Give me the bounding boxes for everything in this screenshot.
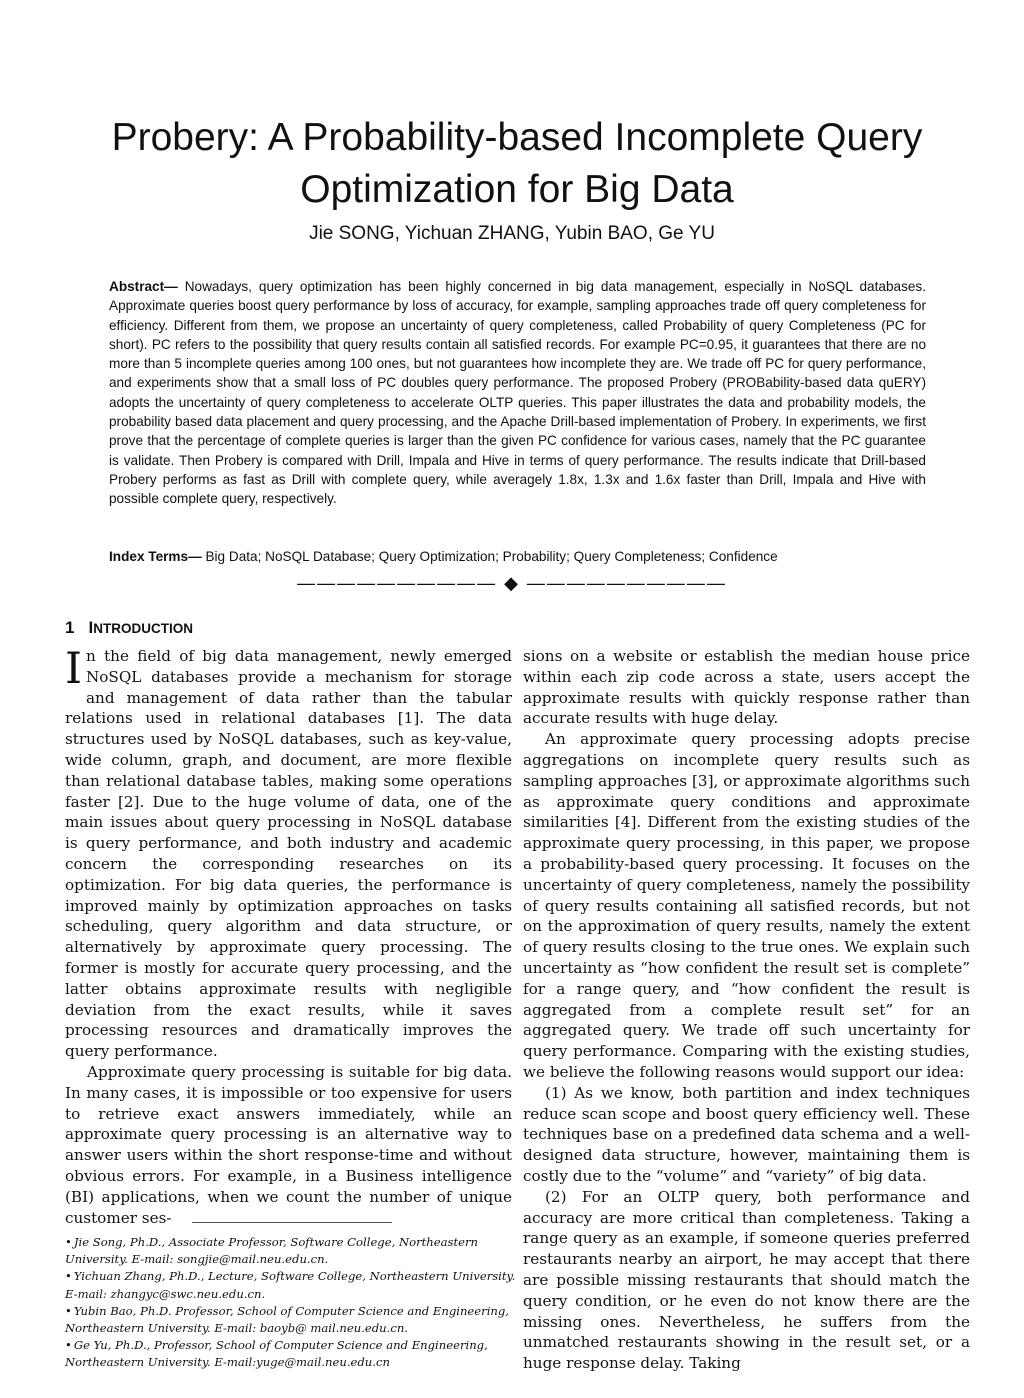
section-heading bbox=[65, 617, 193, 640]
paragraph-text: n the field of big data management, newly emerged NoSQL databases provide a mechanism for storage and management of data rather than the tabular relations used in relational databases [1]. The data structures used by NoSQL databases, such as key-value, wide column, graph, and document, are more flexible than relational database tables, making some operations faster [2]. Due to the huge volume of data, one of the main issues about query processing in NoSQL database is query performance, and both industry and academic concern the corresponding researches on its optimization. For big data queries, the performance is improved mainly by optimization approaches on tasks scheduling, query algorithm and data structure, or alternatively by approximate query processing. The former is mostly for accurate query processing, and the latter obtains approximate results with negligible deviation from the exact results, while it saves processing resources and dramatically improves the query performance. bbox=[65, 647, 512, 1061]
footnote bbox=[65, 1234, 517, 1268]
paragraph: (2) For an OLTP query, both performance and accuracy are more critical than completeness. Taking a range query as an example, if someone queries preferred restaurants nearby an airport, he may accept that there are possible missing restaurants that should match the query condition, or he even do not know there are the missing ones. Nevertheless, he suffers from the unmatched restaurants showing in the result set, or a huge response delay. Taking bbox=[523, 1187, 970, 1373]
paragraph: sions on a website or establish the median house price within each zip code across a state, users accept the approximate results with quickly response rather than accurate results with huge delay. bbox=[523, 647, 970, 728]
right-column bbox=[523, 646, 970, 1374]
index-terms-label: Index Terms— bbox=[109, 549, 202, 564]
paragraph: (1) As we know, both partition and index techniques reduce scan scope and boost query efficiency well. These techniques base on a predefined data schema and a well-designed data structure, however, maintaining them is costly due to the “volume” and “variety” of big data. bbox=[523, 1083, 970, 1185]
left-column bbox=[65, 646, 512, 1228]
paragraph: Approximate query processing is suitable for big data. In many cases, it is impossible or too expensive for users to retrieve exact answers immediately, while an approximate query processing is an alternative way to answer users within the short response-time and without obvious errors. For example, in a Business intelligence (BI) applications, when we count the number of unique customer ses- bbox=[65, 1062, 512, 1227]
abstract bbox=[109, 277, 926, 509]
bullet: • bbox=[65, 1338, 72, 1353]
index-terms bbox=[109, 547, 926, 566]
section-number: 1 bbox=[65, 618, 75, 637]
footnote-text: Yichuan Zhang, Ph.D., Lecture, Software College, Northeastern University. E-mail: zhangyc@swc.neu.edu.cn. bbox=[65, 1269, 516, 1301]
bullet: • bbox=[65, 1269, 72, 1284]
paragraph: An approximate query processing adopts precise aggregations on incomplete query results such as sampling approaches [3], or approximate algorithms such as approximate query conditions and approximate similarities [4]. Different from the existing studies of the approximate query processing, in this paper, we propose a probability-based query processing. It focuses on the uncertainty of query completeness, namely the possibility of query results containing all satisfied records, but not on the approximation of query results, namely the extent of query results closing to the true ones. We explain such uncertainty as “how confident the result set is complete” for a range query, and “how confident the result is aggregated from a complete result set” for an aggregated query. We trade off such uncertainty for query performance. Comparing with the existing studies, we believe the following reasons would support our idea: bbox=[523, 730, 970, 1081]
bullet: • bbox=[65, 1235, 72, 1249]
footnote-text: Jie Song, Ph.D., Associate Professor, Software College, Northeastern University. E-mail: songjie@mail.neu.edu.cn. bbox=[65, 1235, 479, 1267]
footnote-rule bbox=[192, 1222, 392, 1223]
abstract-label: Abstract— bbox=[109, 279, 178, 294]
abstract-text: Nowadays, query optimization has been highly concerned in big data management, especially in NoSQL databases. Approximate queries boost query performance by loss of accuracy, for example, sampling approaches trade off query completeness for efficiency. Different from them, we propose an uncertainty of query completeness, called Probability of query Completeness (PC for short). PC refers to the possibility that query results contain all satisfied records. For example PC=0.95, it guarantees that there are no more than 5 incomplete queries among 100 ones, but not guarantees how incomplete they are. We trade off PC for query performance, and experiments show that a small loss of PC doubles query performance. The proposed Probery (PROBability-based data quERY) adopts the uncertainty of query completeness to accelerate OLTP queries. This paper illustrates the data and probability models, the probability based data placement and query processing, and the Apache Drill-based implementation of Probery. In experiments, we first prove that the percentage of complete queries is larger than the given PC confidence for various cases, namely that the PC guarantee is validate. Then Probery is compared with Drill, Impala and Hive in terms of query performance. The results indicate that Drill-based Probery performs as fast as Drill with complete query, while averagely 1.8x, 1.3x and 1.6x faster than Drill, Impala and Hive with possible complete query, respectively. bbox=[109, 279, 926, 507]
section-title-rest: NTRODUCTION bbox=[93, 621, 193, 636]
section-divider: —————————— ◆ —————————— bbox=[297, 573, 727, 593]
paper-title: Probery: A Probability-based Incomplete Query Optimization for Big Data bbox=[111, 116, 923, 211]
footnote-text: Yubin Bao, Ph.D. Professor, School of Computer Science and Engineering, Northeastern University. E-mail: baoyb@ mail.neu.edu.cn. bbox=[65, 1303, 509, 1336]
author-list: Jie SONG, Yichuan ZHANG, Yubin BAO, Ge YU bbox=[309, 223, 715, 244]
footnote bbox=[65, 1303, 517, 1337]
footnote bbox=[65, 1337, 517, 1371]
footnotes bbox=[65, 1234, 517, 1372]
index-terms-text: Big Data; NoSQL Database; Query Optimization; Probability; Query Completeness; Confidence bbox=[201, 549, 778, 564]
section-title-cap: I bbox=[88, 618, 94, 637]
bullet: • bbox=[65, 1303, 72, 1318]
footnote bbox=[65, 1268, 517, 1302]
paragraph bbox=[65, 646, 512, 1062]
footnote-text: Ge Yu, Ph.D., Professor, School of Computer Science and Engineering, Northeastern University. E-mail:yuge@mail.neu.edu.cn bbox=[65, 1338, 488, 1370]
drop-cap: I bbox=[65, 644, 82, 694]
